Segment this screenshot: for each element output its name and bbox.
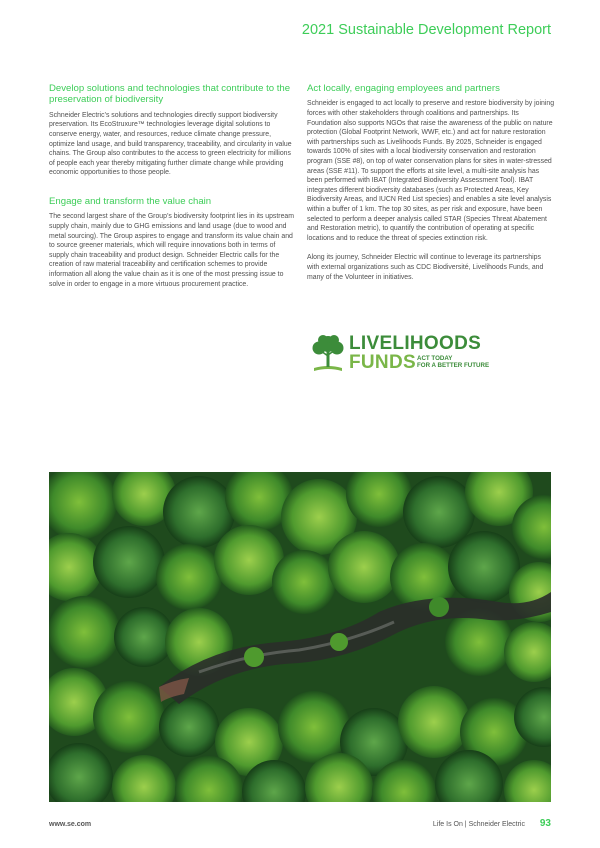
section-body-value-chain: The second largest share of the Group’s biodiversity footprint lies in its upstream supply chain, mainly due to GHG emissions and land usage (due to wood and metal sourcing). The Group aspires to engage and transform its value chain and to source greener materials, which will require innovations both in terms of supply chain traceability and product design. Schneider Electric calls for the creation of raw material traceability and certification schemes to provide information all along the value chain as it is one of the most pressing issue to solve in order to engage in a more virtuous procurement practice. bbox=[49, 213, 294, 288]
footer-website[interactable]: www.se.com bbox=[49, 821, 92, 828]
livelihoods-funds-logo bbox=[309, 334, 495, 374]
section-body-act-locally: Schneider is engaged to act locally to preserve and restore biodiversity by joining forces with other stakeholders through coalitions and partnerships. Its Foundation also supports NGOs that raise the awareness of the public on nature protection (Global Footprint Network, WWF, etc.) and act for nature restoration with partnerships such as Livelihoods Funds. By 2025, Schneider is engaged towards 100% of sites with a local biodiversity conservation and restoration program (SSE #8), on top of water conservation plans for sites in water-stressed areas (SSE #11). To support the efforts at site level, a multi-site analysis has been performed with IBAT (Integrated Biodiversity Assessment Tool). IBAT integrates different biodiversity databases (such as Protected Areas, Key Biodiversity Areas, and IUCN Red List species) and enables a site level analysis within a buffer of 1 km. The top 30 sites, as per risk and exposure, have been selected to perform a deeper analysis called STAR (Species Threat Abatement and Restoration metric), to quantify the contribution of operating at specific locations and to reduce the threat of species extinction risk. bbox=[307, 100, 555, 242]
footer-tagline: Life Is On | Schneider Electric bbox=[432, 821, 525, 828]
section-heading-value-chain: Engage and transform the value chain bbox=[49, 195, 212, 207]
logo-text-livelihoods: LIVELIHOODS bbox=[349, 333, 482, 354]
forest-river-image bbox=[49, 472, 551, 802]
section-heading-biodiversity: Develop solutions and technologies that contribute to the preservation of biodiversity bbox=[49, 83, 291, 106]
left-column bbox=[49, 83, 295, 299]
page-number: 93 bbox=[539, 818, 551, 829]
right-column bbox=[307, 83, 555, 292]
section-body-biodiversity: Schneider Electric’s solutions and technologies directly support biodiversity preservation. Its EcoStruxure™ technologies leverage digital solutions to conserve energy, water, and resources, reduce climate change pressure, optimize land usage, and build transparency, traceability, and circularity in value chains. The Group also contributes to the access to green electricity for millions of people each year thereby mitigating further climate change while providing economic opportunities to those people. bbox=[49, 111, 292, 177]
logo-text-funds: FUNDS bbox=[349, 352, 416, 373]
forest-aerial-photo bbox=[49, 472, 551, 802]
section-body-journey: Along its journey, Schneider Electric will continue to leverage its partnerships with external organizations such as CDC Biodiversité, Livelihoods Funds, and many of the Volunteer in initiatives. bbox=[307, 254, 544, 281]
report-title: 2021 Sustainable Development Report bbox=[301, 22, 551, 38]
tree-logo-icon bbox=[309, 334, 347, 374]
section-heading-act-locally: Act locally, engaging employees and partners bbox=[307, 83, 500, 94]
logo-tagline-line2: FOR A BETTER FUTURE bbox=[417, 362, 490, 370]
logo-tagline-line1: ACT TODAY bbox=[417, 355, 453, 362]
logo-tagline bbox=[417, 355, 489, 370]
